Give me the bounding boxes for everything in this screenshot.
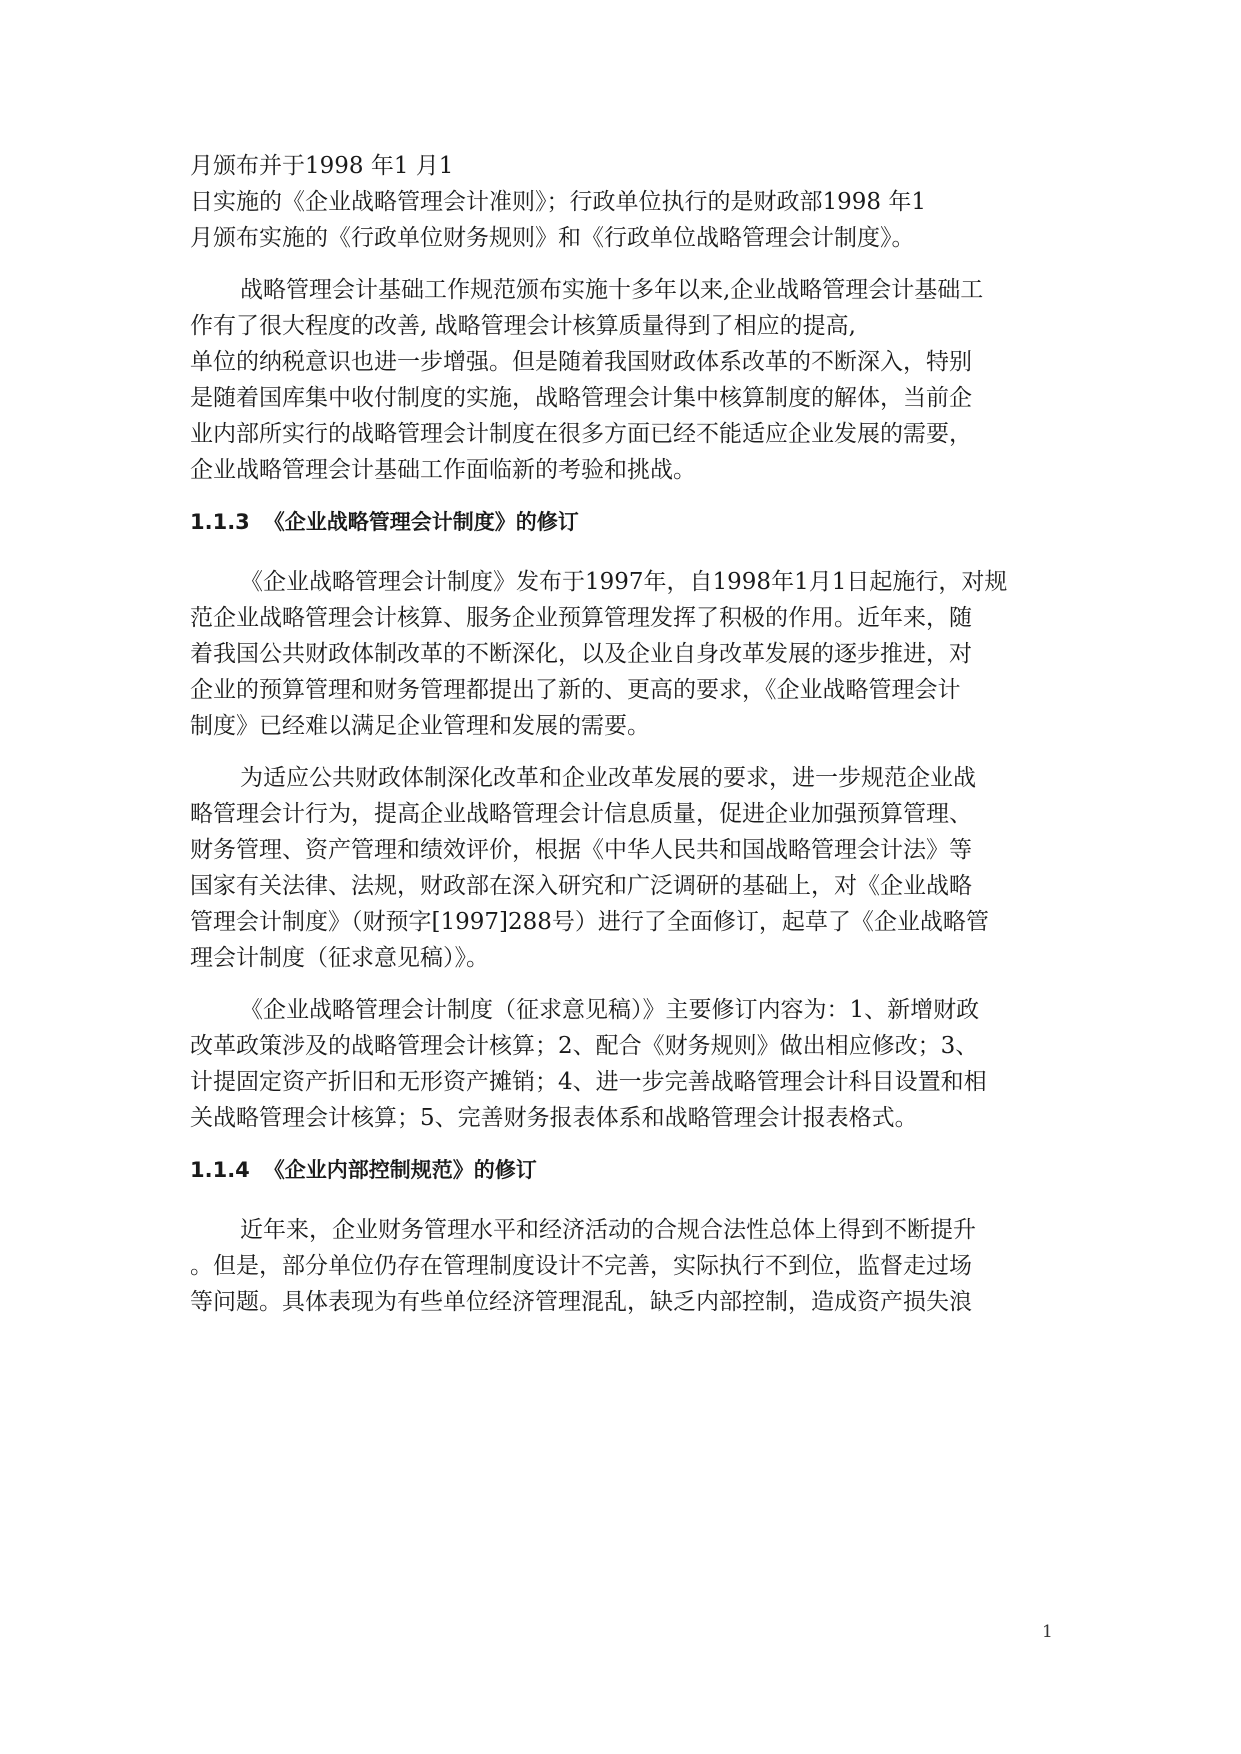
paragraph-system-history xyxy=(190,564,1060,744)
paragraph-internal-control xyxy=(190,1212,1060,1320)
page-number: 1 xyxy=(1042,1622,1053,1642)
text-line: 为适应公共财政体制深化改革和企业改革发展的要求，进一步规范企业战 xyxy=(240,765,976,791)
text-line: 范企业战略管理会计核算、服务企业预算管理发挥了积极的作用。近年来，随 xyxy=(190,605,972,631)
section-title: 《企业内部控制规范》的修订 xyxy=(263,1158,537,1182)
text-line: 企业的预算管理和财务管理都提出了新的、更高的要求，《企业战略管理会计 xyxy=(190,677,961,703)
text-line: 。但是，部分单位仍存在管理制度设计不完善，实际执行不到位，监督走过场 xyxy=(190,1253,972,1279)
text-line: 《企业战略管理会计制度》发布于1997年，自1998年1月1日起施行，对规 xyxy=(240,569,1008,595)
text-line: 管理会计制度》（财预字[1997]288号）进行了全面修订，起草了《企业战略管 xyxy=(190,909,989,935)
paragraph-revision-purpose xyxy=(190,760,1060,976)
text-line: 理会计制度（征求意见稿）》。 xyxy=(190,945,489,971)
paragraph-intro-continuation xyxy=(190,148,1060,256)
paragraph-basic-work-norms xyxy=(190,272,1060,488)
text-line: 《企业战略管理会计制度（征求意见稿）》主要修订内容为：1、新增财政 xyxy=(240,997,980,1023)
text-line: 业内部所实行的战略管理会计制度在很多方面已经不能适应企业发展的需要， xyxy=(190,421,972,447)
text-line: 近年来，企业财务管理水平和经济活动的合规合法性总体上得到不断提升 xyxy=(240,1217,976,1243)
section-number: 1.1.4 xyxy=(190,1158,250,1182)
text-line: 等问题。具体表现为有些单位经济管理混乱，缺乏内部控制，造成资产损失浪 xyxy=(190,1289,972,1315)
text-line: 战略管理会计基础工作规范颁布实施十多年以来,企业战略管理会计基础工 xyxy=(240,277,984,303)
text-line: 国家有关法律、法规，财政部在深入研究和广泛调研的基础上，对《企业战略 xyxy=(190,873,972,899)
page-body xyxy=(190,148,1060,1320)
text-line: 单位的纳税意识也进一步增强。但是随着我国财政体系改革的不断深入，特别 xyxy=(190,349,972,375)
section-number: 1.1.3 xyxy=(190,510,250,534)
text-line: 企业战略管理会计基础工作面临新的考验和挑战。 xyxy=(190,457,696,483)
text-line: 关战略管理会计核算；5、完善财务报表体系和战略管理会计报表格式。 xyxy=(190,1105,918,1131)
section-heading-1-1-3 xyxy=(190,504,1060,540)
text-line: 计提固定资产折旧和无形资产摊销；4、进一步完善战略管理会计科目设置和相 xyxy=(190,1069,987,1095)
text-line: 着我国公共财政体制改革的不断深化，以及企业自身改革发展的逐步推进，对 xyxy=(190,641,972,667)
text-line: 日实施的《企业战略管理会计准则》；行政单位执行的是财政部1998 年1 xyxy=(190,189,926,215)
section-title: 《企业战略管理会计制度》的修订 xyxy=(263,510,579,534)
text-line: 月颁布实施的《行政单位财务规则》和《行政单位战略管理会计制度》。 xyxy=(190,225,915,251)
text-line: 作有了很大程度的改善, 战略管理会计核算质量得到了相应的提高, xyxy=(190,313,856,339)
text-line: 略管理会计行为，提高企业战略管理会计信息质量，促进企业加强预算管理、 xyxy=(190,801,972,827)
section-heading-1-1-4 xyxy=(190,1152,1060,1188)
text-line: 财务管理、资产管理和绩效评价，根据《中华人民共和国战略管理会计法》等 xyxy=(190,837,972,863)
text-line: 改革政策涉及的战略管理会计核算；2、配合《财务规则》做出相应修改；3、 xyxy=(190,1033,979,1059)
text-line: 是随着国库集中收付制度的实施，战略管理会计集中核算制度的解体，当前企 xyxy=(190,385,972,411)
paragraph-revision-content xyxy=(190,992,1060,1136)
text-line: 制度》已经难以满足企业管理和发展的需要。 xyxy=(190,713,650,739)
text-line: 月颁布并于1998 年1 月1 xyxy=(190,153,454,179)
